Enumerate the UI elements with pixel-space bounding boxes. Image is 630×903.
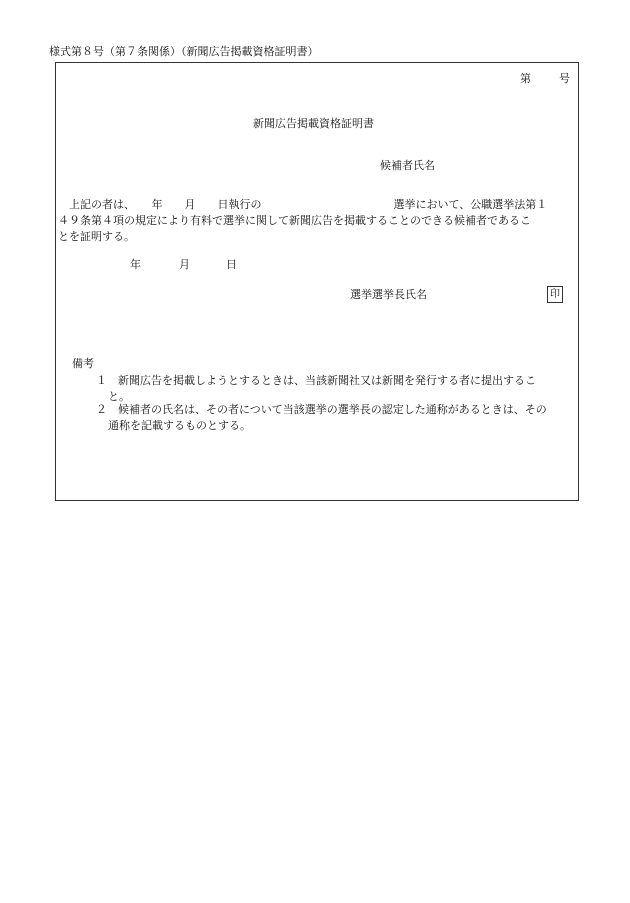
remarks-title: 備考 <box>72 357 94 370</box>
certification-body <box>58 197 575 245</box>
serial-prefix: 第 <box>520 72 531 85</box>
seal-mark: 印 <box>547 286 563 303</box>
issue-date-line <box>130 258 237 273</box>
date-year-label: 年 <box>130 258 141 271</box>
body-line: 上記の者は、 年 月 日執行の 選挙において、公職選挙法第１ <box>58 198 548 211</box>
body-line: とを証明する。 <box>58 230 135 243</box>
remark-item <box>96 373 574 405</box>
remark-item <box>96 402 574 434</box>
remark-line: 通称を記載するものとする。 <box>108 419 251 432</box>
remark-line: と。 <box>108 390 130 403</box>
date-day-label: 日 <box>226 258 237 271</box>
remark-line: 新聞広告を掲載しようとするときは、当該新聞社又は新聞を発行する者に提出するこ <box>118 374 536 387</box>
serial-number-field <box>520 72 570 87</box>
election-chair-name-label: 選挙選挙長氏名 <box>350 288 427 301</box>
serial-suffix: 号 <box>559 72 570 85</box>
date-month-label: 月 <box>179 258 190 271</box>
remark-number: １ <box>96 374 107 387</box>
candidate-name-label: 候補者氏名 <box>380 159 435 172</box>
remark-line: 候補者の氏名は、その者について当該選挙の選挙長の認定した通称があるときは、その <box>118 403 547 416</box>
form-caption: 様式第８号（第７条関係）（新聞広告掲載資格証明書） <box>49 45 319 58</box>
body-line: ４９条第４項の規定により有料で選挙に関して新聞広告を掲載することのできる候補者であるこ <box>58 214 531 227</box>
document-title: 新聞広告掲載資格証明書 <box>253 117 374 130</box>
remark-number: ２ <box>96 403 107 416</box>
